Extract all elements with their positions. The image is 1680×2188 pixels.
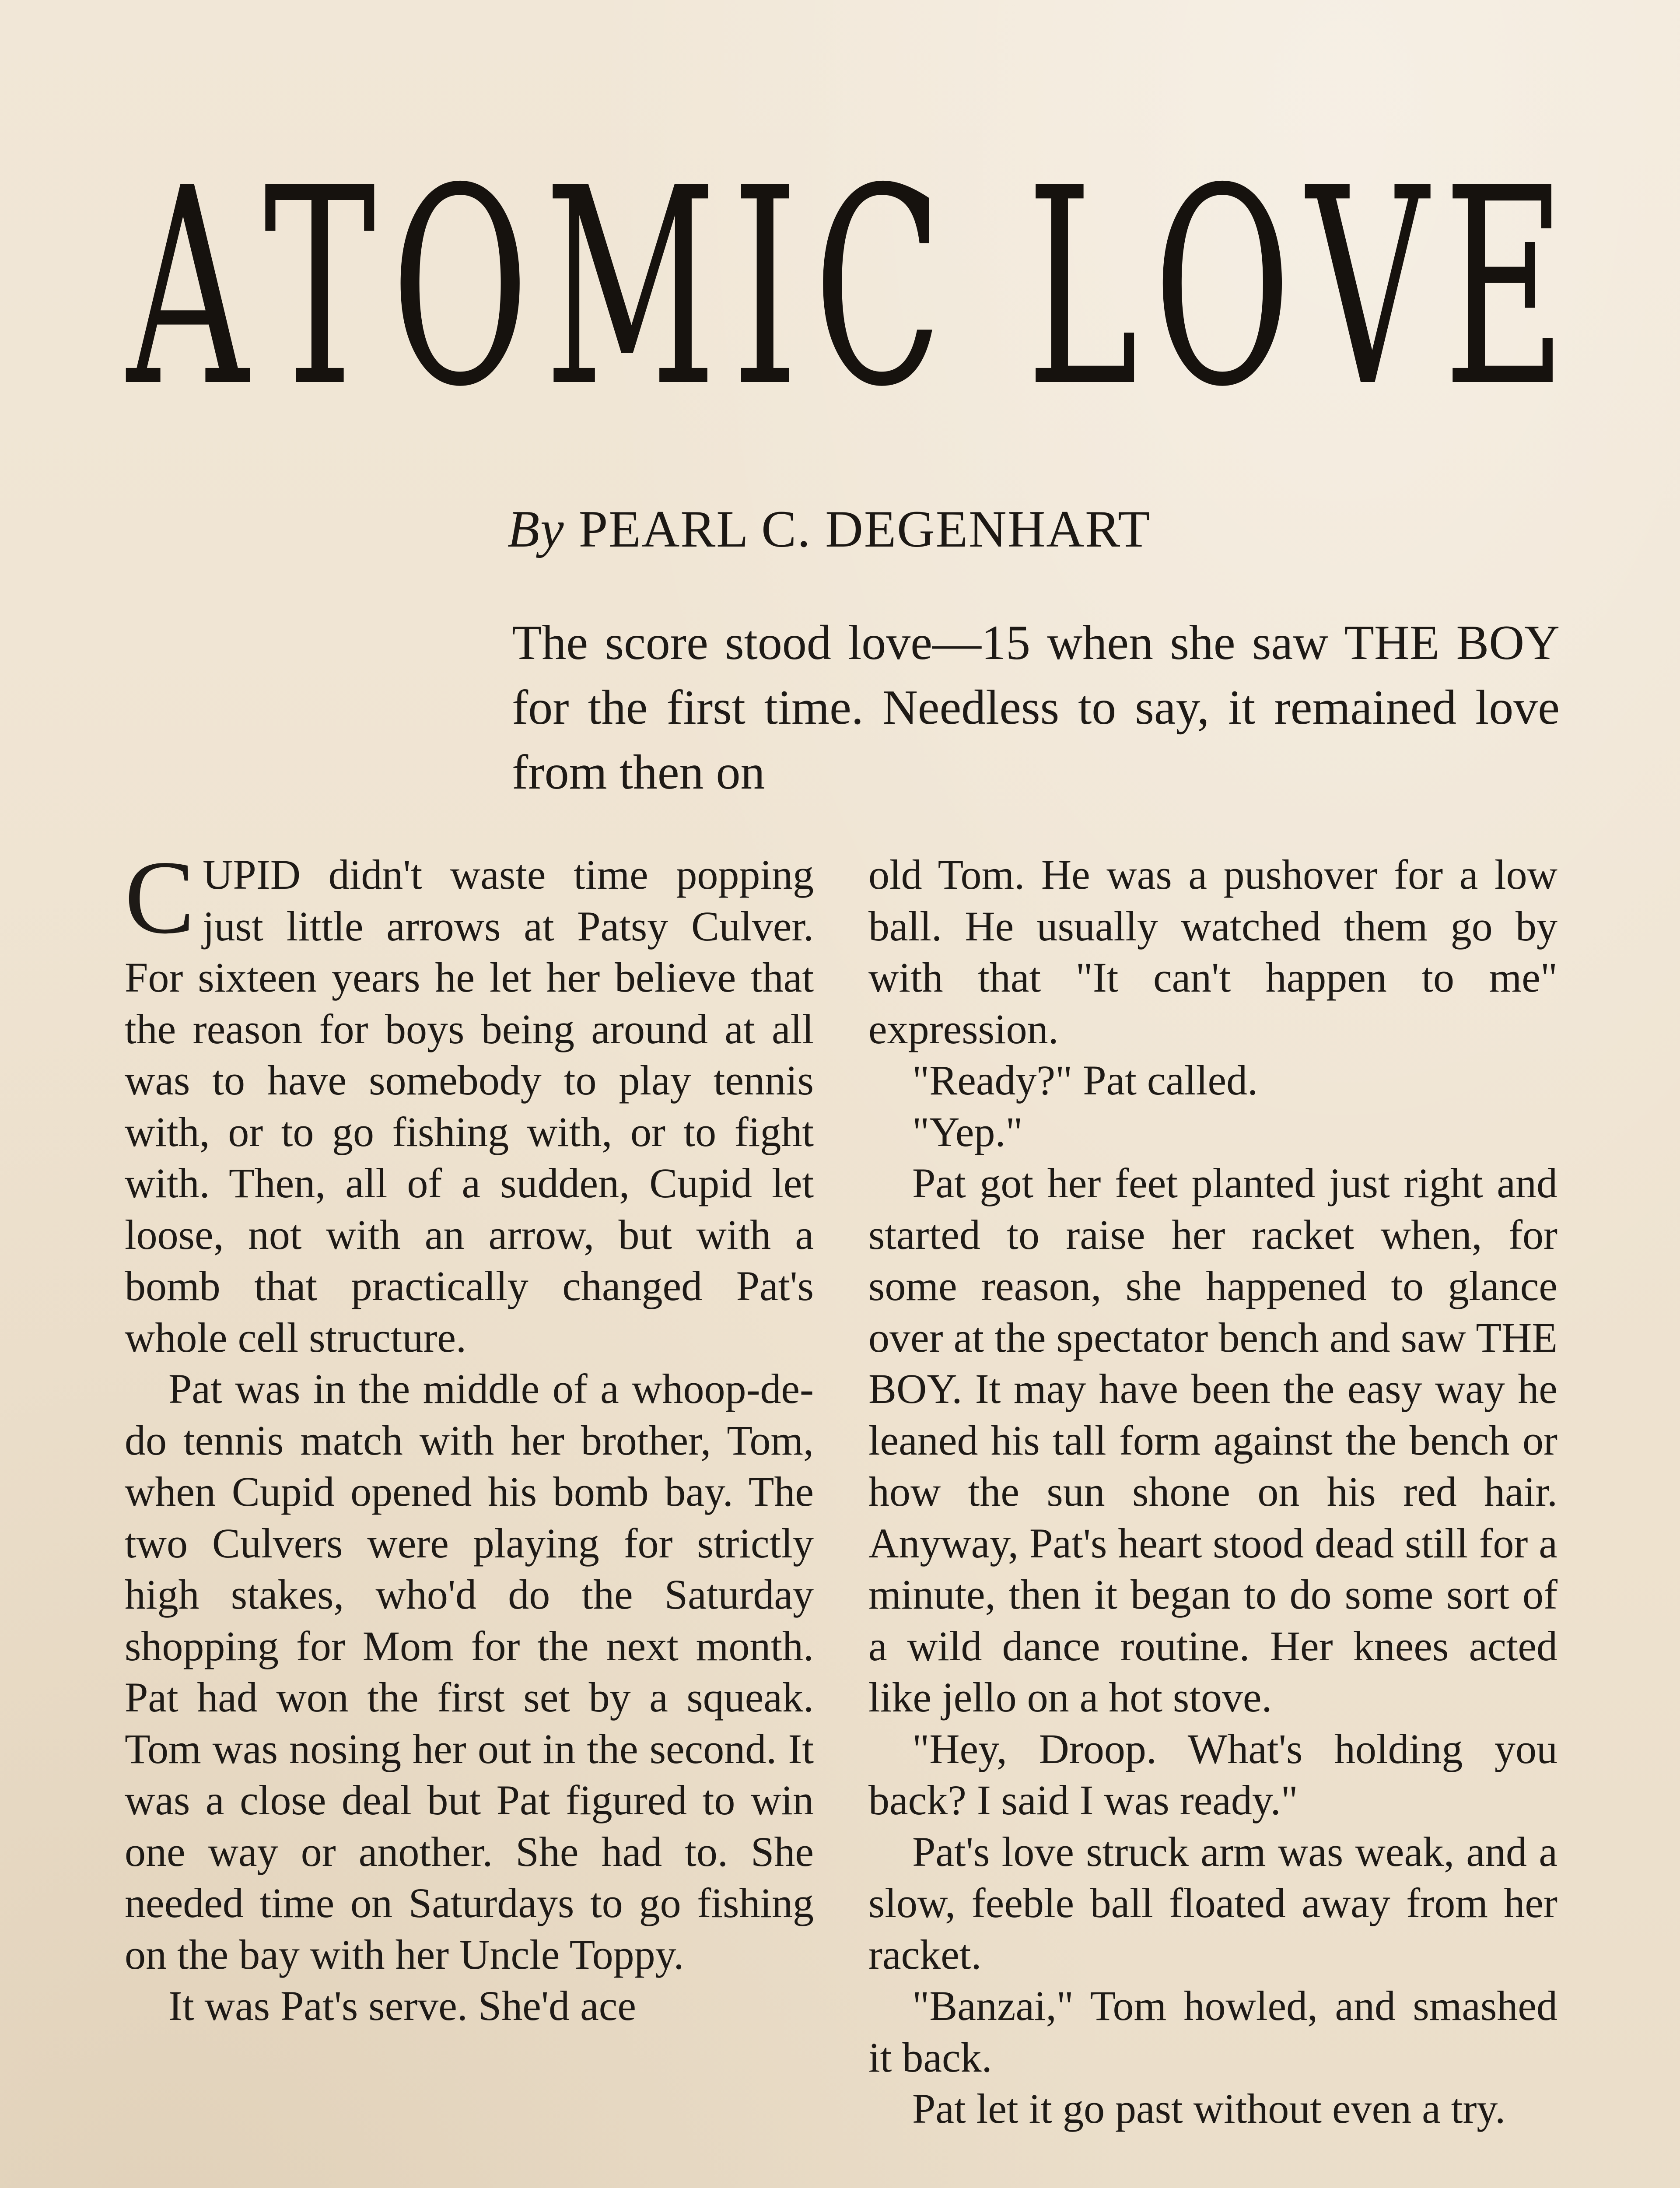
paragraph: Pat got her feet planted just right and started to raise her racket when, for some reason, she happened to glance over at the spectator bench and saw THE BOY. It may have been the easy way he leaned his tall form against the bench or how the sun shone on his red hair. Anyway, Pat's heart stood dead still for a minute, then it began to do some sort of a wild dance routine. Her knees acted like jello on a hot stove. [868, 1160, 1558, 1721]
title-letter: L [1026, 131, 1138, 446]
title-letter [958, 153, 1011, 424]
paragraph-text: UPID didn't waste time popping just little arrows at Patsy Culver. For sixteen years he let her believe that the reason for boys being around at all was to have somebody to play tennis with, or to go fishing with, or to fight with. Then, all of a sudden, Cupid let loose, not with an arrow, but with a bomb that practically changed Pat's whole cell structure. [125, 851, 814, 1361]
title-letter: C [813, 131, 942, 446]
drop-cap: C [125, 839, 195, 955]
paragraph [125, 839, 814, 1363]
paragraph: "Hey, Droop. What's holding you back? I said I was ready." [868, 1725, 1558, 1823]
title-letter: E [1443, 131, 1566, 446]
title-letter: O [391, 131, 529, 446]
left-column [125, 839, 814, 2032]
byline [508, 499, 1151, 559]
story-title [127, 131, 1566, 446]
byline-author: PEARL C. DEGENHART [578, 500, 1151, 558]
story-deck: The score stood love—15 when she saw THE BOY for the first time. Needless to say, it remained love from then on [512, 616, 1560, 799]
right-column [868, 849, 1558, 2135]
byline-by: By [508, 500, 565, 558]
title-letter: A [127, 131, 248, 446]
paragraph: old Tom. He was a pushover for a low ball. He usually watched them go by with that "It can't happen to me" expression. [868, 851, 1558, 1052]
paragraph: Pat was in the middle of a whoop-de-do tennis match with her brother, Tom, when Cupid opened his bomb bay. The two Culvers were playing for strictly high stakes, who'd do the Saturday shopping for Mom for the next month. Pat had won the first set by a squeak. Tom was nosing her out in the second. It was a close deal but Pat figured to win one way or another. She had to. She needed time on Saturdays to go fishing on the bay with her Uncle Toppy. [125, 1365, 814, 1978]
title-letter: I [732, 131, 798, 446]
title-letter: O [1153, 131, 1292, 446]
paragraph: "Banzai," Tom howled, and smashed it back. [868, 1982, 1558, 2081]
paragraph: Pat's love struck arm was weak, and a slow, feeble ball floated away from her racket. [868, 1828, 1558, 1978]
paragraph: "Ready?" Pat called. [912, 1057, 1258, 1104]
title-letter: V [1306, 131, 1428, 446]
title-letter: T [263, 131, 376, 446]
paragraph: It was Pat's serve. She'd ace [168, 1982, 636, 2029]
paragraph: "Yep." [912, 1108, 1023, 1155]
paragraph: Pat let it go past without even a try. [912, 2085, 1506, 2132]
title-letter: M [544, 131, 717, 446]
